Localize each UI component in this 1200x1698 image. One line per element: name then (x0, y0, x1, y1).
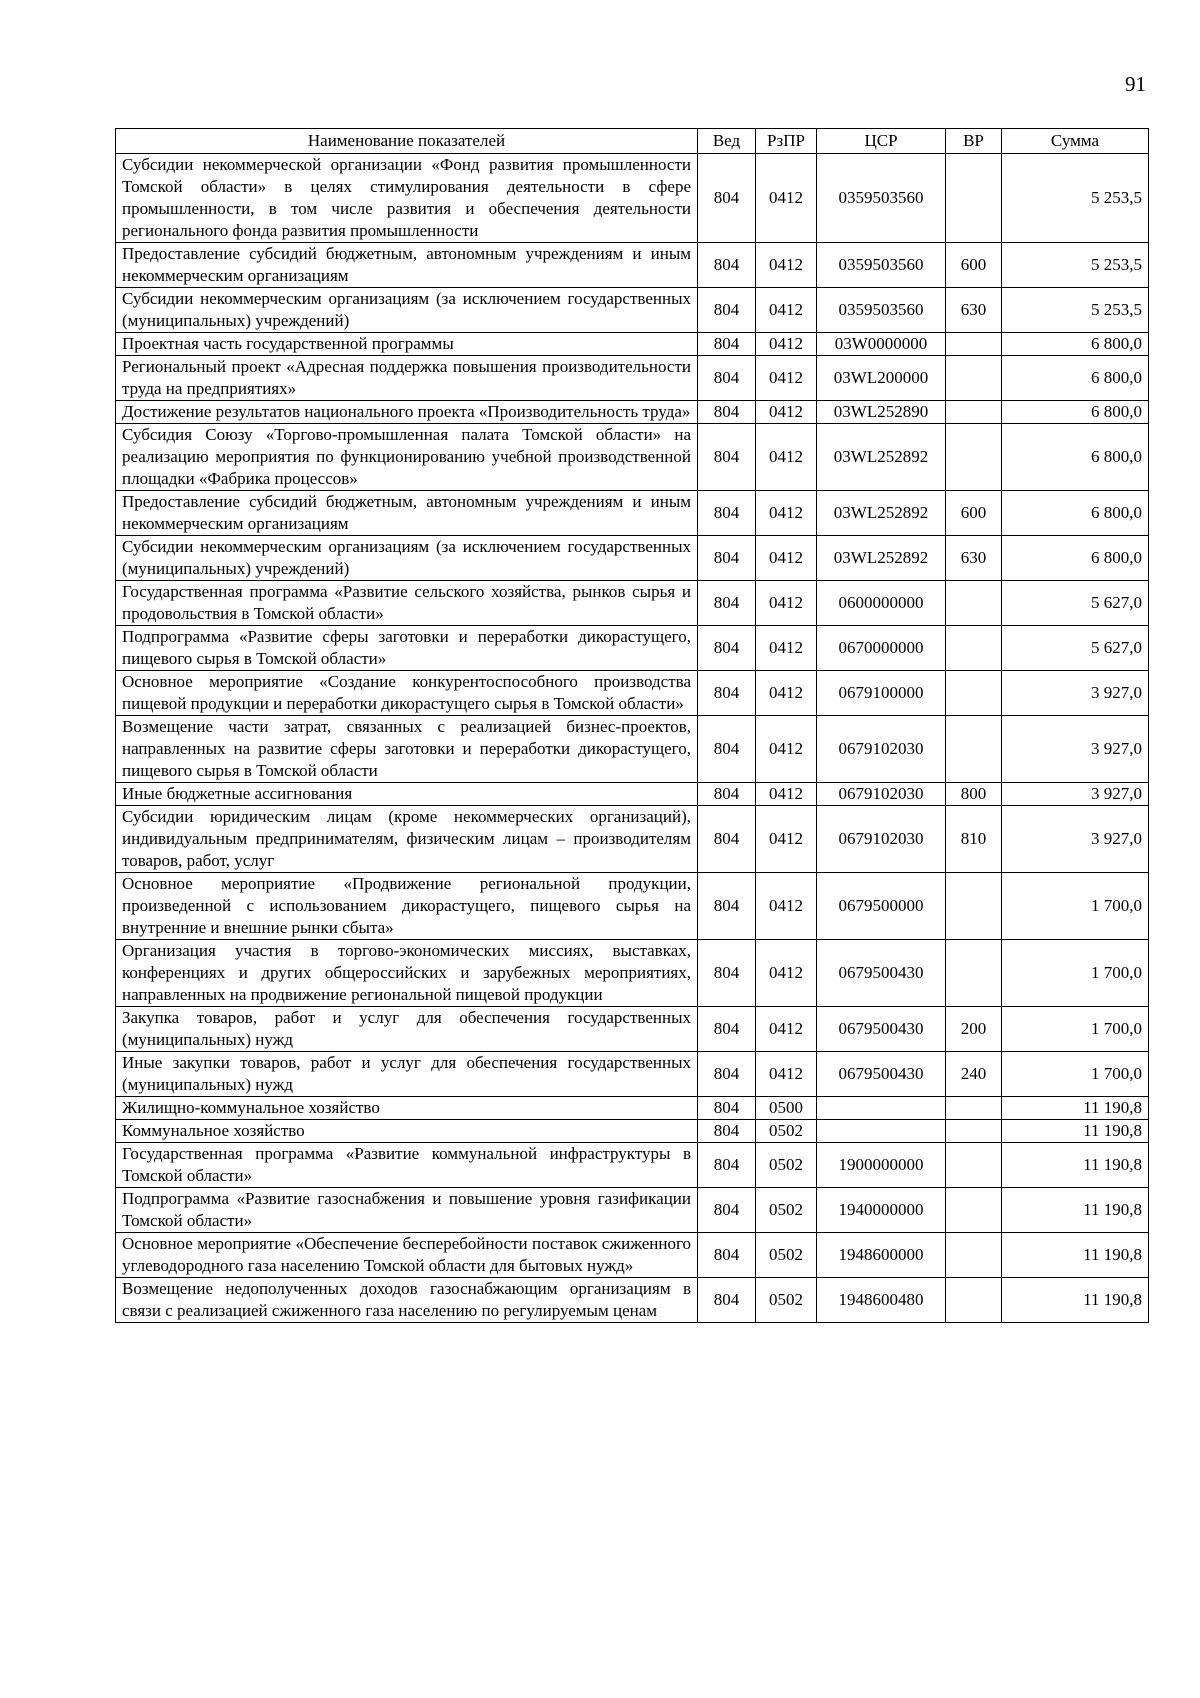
row-rzpr: 0412 (756, 333, 817, 356)
row-vr (946, 333, 1002, 356)
row-sum: 11 190,8 (1002, 1188, 1149, 1233)
row-name: Субсидия Союзу «Торгово-промышленная палата Томской области» на реализацию мероприятия по функционированию учебной производственной площадки «Фабрика процессов» (116, 424, 698, 491)
row-sum: 1 700,0 (1002, 940, 1149, 1007)
row-rzpr: 0500 (756, 1097, 817, 1120)
row-csr: 03WL252890 (817, 401, 946, 424)
table-row (116, 288, 1149, 333)
row-ved: 804 (698, 940, 756, 1007)
row-ved: 804 (698, 581, 756, 626)
row-vr (946, 1233, 1002, 1278)
row-csr (817, 1097, 946, 1120)
row-name: Иные бюджетные ассигнования (116, 783, 698, 806)
row-name: Государственная программа «Развитие коммунальной инфраструктуры в Томской области» (116, 1143, 698, 1188)
row-rzpr: 0412 (756, 243, 817, 288)
row-sum: 5 253,5 (1002, 154, 1149, 243)
table-row (116, 1233, 1149, 1278)
row-csr: 0679500430 (817, 1052, 946, 1097)
row-ved: 804 (698, 154, 756, 243)
row-rzpr: 0412 (756, 671, 817, 716)
header-csr: ЦСР (817, 129, 946, 154)
row-csr: 0679102030 (817, 716, 946, 783)
row-ved: 804 (698, 1188, 756, 1233)
row-name: Проектная часть государственной программы (116, 333, 698, 356)
row-rzpr: 0412 (756, 626, 817, 671)
row-sum: 1 700,0 (1002, 873, 1149, 940)
row-vr (946, 716, 1002, 783)
row-rzpr: 0412 (756, 783, 817, 806)
row-rzpr: 0412 (756, 716, 817, 783)
table-row (116, 581, 1149, 626)
row-vr (946, 581, 1002, 626)
header-sum: Сумма (1002, 129, 1149, 154)
row-name: Подпрограмма «Развитие сферы заготовки и переработки дикорастущего, пищевого сырья в Томской области» (116, 626, 698, 671)
table-row (116, 243, 1149, 288)
row-name: Предоставление субсидий бюджетным, автономным учреждениям и иным некоммерческим организациям (116, 243, 698, 288)
table-row (116, 1097, 1149, 1120)
table-row (116, 716, 1149, 783)
row-ved: 804 (698, 1052, 756, 1097)
table-row (116, 356, 1149, 401)
row-ved: 804 (698, 1097, 756, 1120)
row-sum: 1 700,0 (1002, 1052, 1149, 1097)
table-row (116, 491, 1149, 536)
row-vr (946, 1120, 1002, 1143)
row-sum: 3 927,0 (1002, 716, 1149, 783)
row-rzpr: 0502 (756, 1143, 817, 1188)
row-ved: 804 (698, 288, 756, 333)
table-row (116, 940, 1149, 1007)
row-sum: 11 190,8 (1002, 1143, 1149, 1188)
table-row (116, 1120, 1149, 1143)
row-rzpr: 0412 (756, 401, 817, 424)
row-name: Возмещение части затрат, связанных с реализацией бизнес-проектов, направленных на развитие сферы заготовки и переработки дикорастущего, пищевого сырья в Томской области (116, 716, 698, 783)
row-ved: 804 (698, 536, 756, 581)
row-rzpr: 0502 (756, 1233, 817, 1278)
row-sum: 5 253,5 (1002, 243, 1149, 288)
table-row (116, 154, 1149, 243)
row-rzpr: 0412 (756, 873, 817, 940)
table-body (116, 154, 1149, 1323)
row-ved: 804 (698, 1143, 756, 1188)
table-row (116, 671, 1149, 716)
row-name: Субсидии некоммерческим организациям (за исключением государственных (муниципальных) учреждений) (116, 288, 698, 333)
row-name: Организация участия в торгово-экономических миссиях, выставках, конференциях и других общероссийских и зарубежных мероприятиях, направленных на продвижение региональной пищевой продукции (116, 940, 698, 1007)
row-vr (946, 873, 1002, 940)
row-name: Субсидии некоммерческой организации «Фонд развития промышленности Томской области» в целях стимулирования деятельности в сфере промышленности, в том числе развития и обеспечения деятельности регионального фонда развития промышленности (116, 154, 698, 243)
table-header-row (116, 129, 1149, 154)
row-rzpr: 0412 (756, 491, 817, 536)
row-sum: 6 800,0 (1002, 424, 1149, 491)
row-ved: 804 (698, 424, 756, 491)
budget-table (115, 128, 1149, 1323)
row-name: Основное мероприятие «Обеспечение бесперебойности поставок сжиженного углеводородного газа населению Томской области для бытовых нужд» (116, 1233, 698, 1278)
row-sum: 3 927,0 (1002, 806, 1149, 873)
row-csr: 1948600480 (817, 1278, 946, 1323)
row-name: Возмещение недополученных доходов газоснабжающим организациям в связи с реализацией сжиженного газа населению по регулируемым ценам (116, 1278, 698, 1323)
row-vr: 600 (946, 243, 1002, 288)
table-row (116, 1007, 1149, 1052)
row-ved: 804 (698, 783, 756, 806)
row-vr (946, 1143, 1002, 1188)
row-ved: 804 (698, 626, 756, 671)
table-row (116, 1052, 1149, 1097)
row-name: Субсидии некоммерческим организациям (за исключением государственных (муниципальных) учреждений) (116, 536, 698, 581)
table-row (116, 1188, 1149, 1233)
row-name: Подпрограмма «Развитие газоснабжения и повышение уровня газификации Томской области» (116, 1188, 698, 1233)
row-sum: 5 627,0 (1002, 626, 1149, 671)
row-name: Иные закупки товаров, работ и услуг для обеспечения государственных (муниципальных) нужд (116, 1052, 698, 1097)
table-row (116, 536, 1149, 581)
row-ved: 804 (698, 243, 756, 288)
header-rzpr: РзПР (756, 129, 817, 154)
row-vr (946, 356, 1002, 401)
row-csr: 0359503560 (817, 243, 946, 288)
row-vr: 800 (946, 783, 1002, 806)
row-vr (946, 940, 1002, 1007)
row-rzpr: 0502 (756, 1278, 817, 1323)
row-vr: 600 (946, 491, 1002, 536)
row-vr (946, 424, 1002, 491)
row-rzpr: 0502 (756, 1120, 817, 1143)
row-vr (946, 1278, 1002, 1323)
row-sum: 11 190,8 (1002, 1120, 1149, 1143)
row-csr (817, 1120, 946, 1143)
row-sum: 1 700,0 (1002, 1007, 1149, 1052)
row-ved: 804 (698, 1233, 756, 1278)
row-sum: 6 800,0 (1002, 333, 1149, 356)
row-rzpr: 0412 (756, 424, 817, 491)
table-row (116, 783, 1149, 806)
row-rzpr: 0412 (756, 1007, 817, 1052)
row-rzpr: 0412 (756, 536, 817, 581)
header-ved: Вед (698, 129, 756, 154)
row-vr: 630 (946, 288, 1002, 333)
row-sum: 3 927,0 (1002, 783, 1149, 806)
row-name: Субсидии юридическим лицам (кроме некоммерческих организаций), индивидуальным предпринимателям, физическим лицам – производителям товаров, работ, услуг (116, 806, 698, 873)
row-ved: 804 (698, 333, 756, 356)
row-name: Предоставление субсидий бюджетным, автономным учреждениям и иным некоммерческим организациям (116, 491, 698, 536)
row-sum: 5 627,0 (1002, 581, 1149, 626)
row-vr: 200 (946, 1007, 1002, 1052)
row-csr: 0679102030 (817, 806, 946, 873)
row-ved: 804 (698, 716, 756, 783)
row-csr: 03WL252892 (817, 491, 946, 536)
row-ved: 804 (698, 1007, 756, 1052)
row-name: Основное мероприятие «Создание конкурентоспособного производства пищевой продукции и переработки дикорастущего сырья в Томской области» (116, 671, 698, 716)
row-vr: 240 (946, 1052, 1002, 1097)
page-number: 91 (1125, 72, 1146, 96)
row-name: Жилищно-коммунальное хозяйство (116, 1097, 698, 1120)
row-sum: 6 800,0 (1002, 356, 1149, 401)
row-csr: 0359503560 (817, 154, 946, 243)
row-ved: 804 (698, 1120, 756, 1143)
row-rzpr: 0412 (756, 356, 817, 401)
row-name: Коммунальное хозяйство (116, 1120, 698, 1143)
table-row (116, 333, 1149, 356)
row-rzpr: 0412 (756, 1052, 817, 1097)
row-ved: 804 (698, 671, 756, 716)
table-row (116, 873, 1149, 940)
row-rzpr: 0412 (756, 581, 817, 626)
row-csr: 0679500000 (817, 873, 946, 940)
row-csr: 1948600000 (817, 1233, 946, 1278)
row-sum: 11 190,8 (1002, 1278, 1149, 1323)
row-ved: 804 (698, 491, 756, 536)
row-csr: 0679100000 (817, 671, 946, 716)
row-sum: 11 190,8 (1002, 1097, 1149, 1120)
row-name: Государственная программа «Развитие сельского хозяйства, рынков сырья и продовольствия в Томской области» (116, 581, 698, 626)
table-row (116, 1143, 1149, 1188)
row-name: Закупка товаров, работ и услуг для обеспечения государственных (муниципальных) нужд (116, 1007, 698, 1052)
row-name: Достижение результатов национального проекта «Производительность труда» (116, 401, 698, 424)
row-sum: 6 800,0 (1002, 401, 1149, 424)
row-csr: 03WL200000 (817, 356, 946, 401)
header-name: Наименование показателей (116, 129, 698, 154)
row-ved: 804 (698, 401, 756, 424)
row-rzpr: 0412 (756, 806, 817, 873)
row-name: Региональный проект «Адресная поддержка повышения производительности труда на предприятиях» (116, 356, 698, 401)
row-ved: 804 (698, 873, 756, 940)
row-vr: 810 (946, 806, 1002, 873)
table-row (116, 1278, 1149, 1323)
row-csr: 0679500430 (817, 940, 946, 1007)
row-vr (946, 1097, 1002, 1120)
row-rzpr: 0412 (756, 154, 817, 243)
row-sum: 3 927,0 (1002, 671, 1149, 716)
row-csr: 03W0000000 (817, 333, 946, 356)
row-csr: 03WL252892 (817, 536, 946, 581)
row-vr (946, 671, 1002, 716)
row-csr: 0679102030 (817, 783, 946, 806)
row-vr (946, 626, 1002, 671)
row-name: Основное мероприятие «Продвижение региональной продукции, произведенной с использованием дикорастущего, пищевого сырья на внутренние и внешние рынки сбыта» (116, 873, 698, 940)
row-csr: 0600000000 (817, 581, 946, 626)
row-sum: 6 800,0 (1002, 491, 1149, 536)
header-vr: ВР (946, 129, 1002, 154)
table-row (116, 806, 1149, 873)
row-csr: 03WL252892 (817, 424, 946, 491)
row-rzpr: 0412 (756, 288, 817, 333)
table-row (116, 626, 1149, 671)
row-csr: 0670000000 (817, 626, 946, 671)
row-sum: 6 800,0 (1002, 536, 1149, 581)
row-vr (946, 154, 1002, 243)
row-rzpr: 0412 (756, 940, 817, 1007)
row-csr: 0679500430 (817, 1007, 946, 1052)
table-row (116, 424, 1149, 491)
row-ved: 804 (698, 1278, 756, 1323)
table-row (116, 401, 1149, 424)
row-vr (946, 1188, 1002, 1233)
row-sum: 5 253,5 (1002, 288, 1149, 333)
row-csr: 0359503560 (817, 288, 946, 333)
row-ved: 804 (698, 356, 756, 401)
row-csr: 1900000000 (817, 1143, 946, 1188)
row-sum: 11 190,8 (1002, 1233, 1149, 1278)
row-vr: 630 (946, 536, 1002, 581)
row-rzpr: 0502 (756, 1188, 817, 1233)
row-csr: 1940000000 (817, 1188, 946, 1233)
row-vr (946, 401, 1002, 424)
row-ved: 804 (698, 806, 756, 873)
